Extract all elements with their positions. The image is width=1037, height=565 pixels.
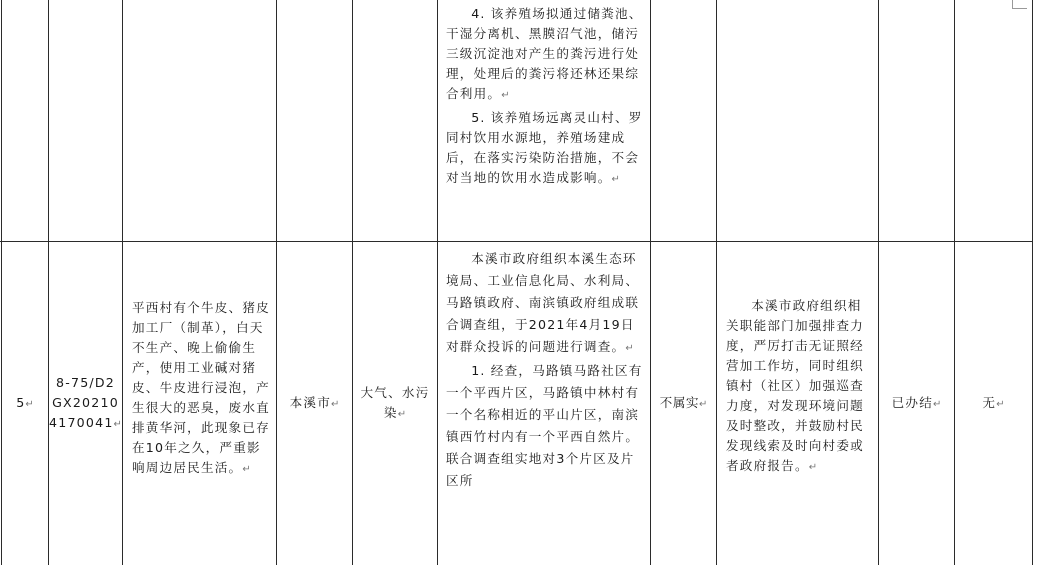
case-number-line: 4170041↵ [49, 415, 122, 430]
case-number-cell [49, 373, 122, 435]
investigation-intro: 本溪市政府组织本溪生态环境局、工业信息化局、水利局、马路镇政府、南滨镇政府组成联合调查组，于2021年4月19日对群众投诉的问题进行调查。↵ [446, 251, 640, 354]
status-cell: 已办结↵ [891, 395, 942, 410]
row-divider [0, 241, 1033, 242]
column-divider [716, 0, 717, 565]
row-index-cell: 5↵ [16, 395, 34, 410]
pollution-type-cell: 大气、水污染↵ [360, 385, 430, 420]
complaint-content-cell: 平西村有个牛皮、猪皮加工厂（制革），白天不生产、晚上偷偷生产，使用工业碱对猪皮、牛皮进行浸泡，产生很大的恶臭，废水直排黄华河，此现象已存在10年之久，严重影响周边居民生活。↵ [132, 300, 270, 475]
table-border-right [1032, 0, 1033, 565]
investigation-point-5: 5. 该养殖场远离灵山村、罗同村饮用水源地，养殖场建成后，在落实污染防治措施，不会对当地的饮用水造成影响。↵ [446, 110, 643, 185]
column-divider [122, 0, 123, 565]
handling-text: 本溪市政府组织相关职能部门加强排查力度，严厉打击无证照经营加工作坊，同时组织镇村（社区）加强巡查力度，对发现环境问题及时整改，并鼓励村民发现线索及时向村委或者政府报告。↵ [726, 298, 864, 473]
case-number-line: GX20210 [52, 395, 119, 410]
investigation-point-4: 4. 该养殖场拟通过储粪池、干湿分离机、黑膜沼气池，储污三级沉淀池对产生的粪污进行处理，处理后的粪污将还林还果综合利用。↵ [446, 6, 643, 101]
corner-mark [1012, 0, 1027, 9]
column-divider [352, 0, 353, 565]
location-cell: 本溪市↵ [289, 395, 340, 410]
handling-cell [726, 296, 872, 478]
column-divider [878, 0, 879, 565]
table-border-left [1, 0, 2, 565]
column-divider [276, 0, 277, 565]
investigation-cell [446, 248, 644, 492]
column-divider [954, 0, 955, 565]
column-divider [650, 0, 651, 565]
investigation-point-1: 1. 经查，马路镇马路社区有一个平西片区，马路镇中林村有一个名称相近的平山片区，南滨镇西竹村内有一个平西自然片。联合调查组实地对3个片区及片区所 [446, 363, 643, 488]
verdict-cell: 不属实↵ [659, 395, 708, 410]
case-number-line: 8-75/D2 [56, 375, 115, 390]
investigation-continued-cell [446, 4, 644, 190]
column-divider [437, 0, 438, 565]
accountability-cell: 无↵ [982, 395, 1005, 410]
column-divider [48, 0, 49, 565]
